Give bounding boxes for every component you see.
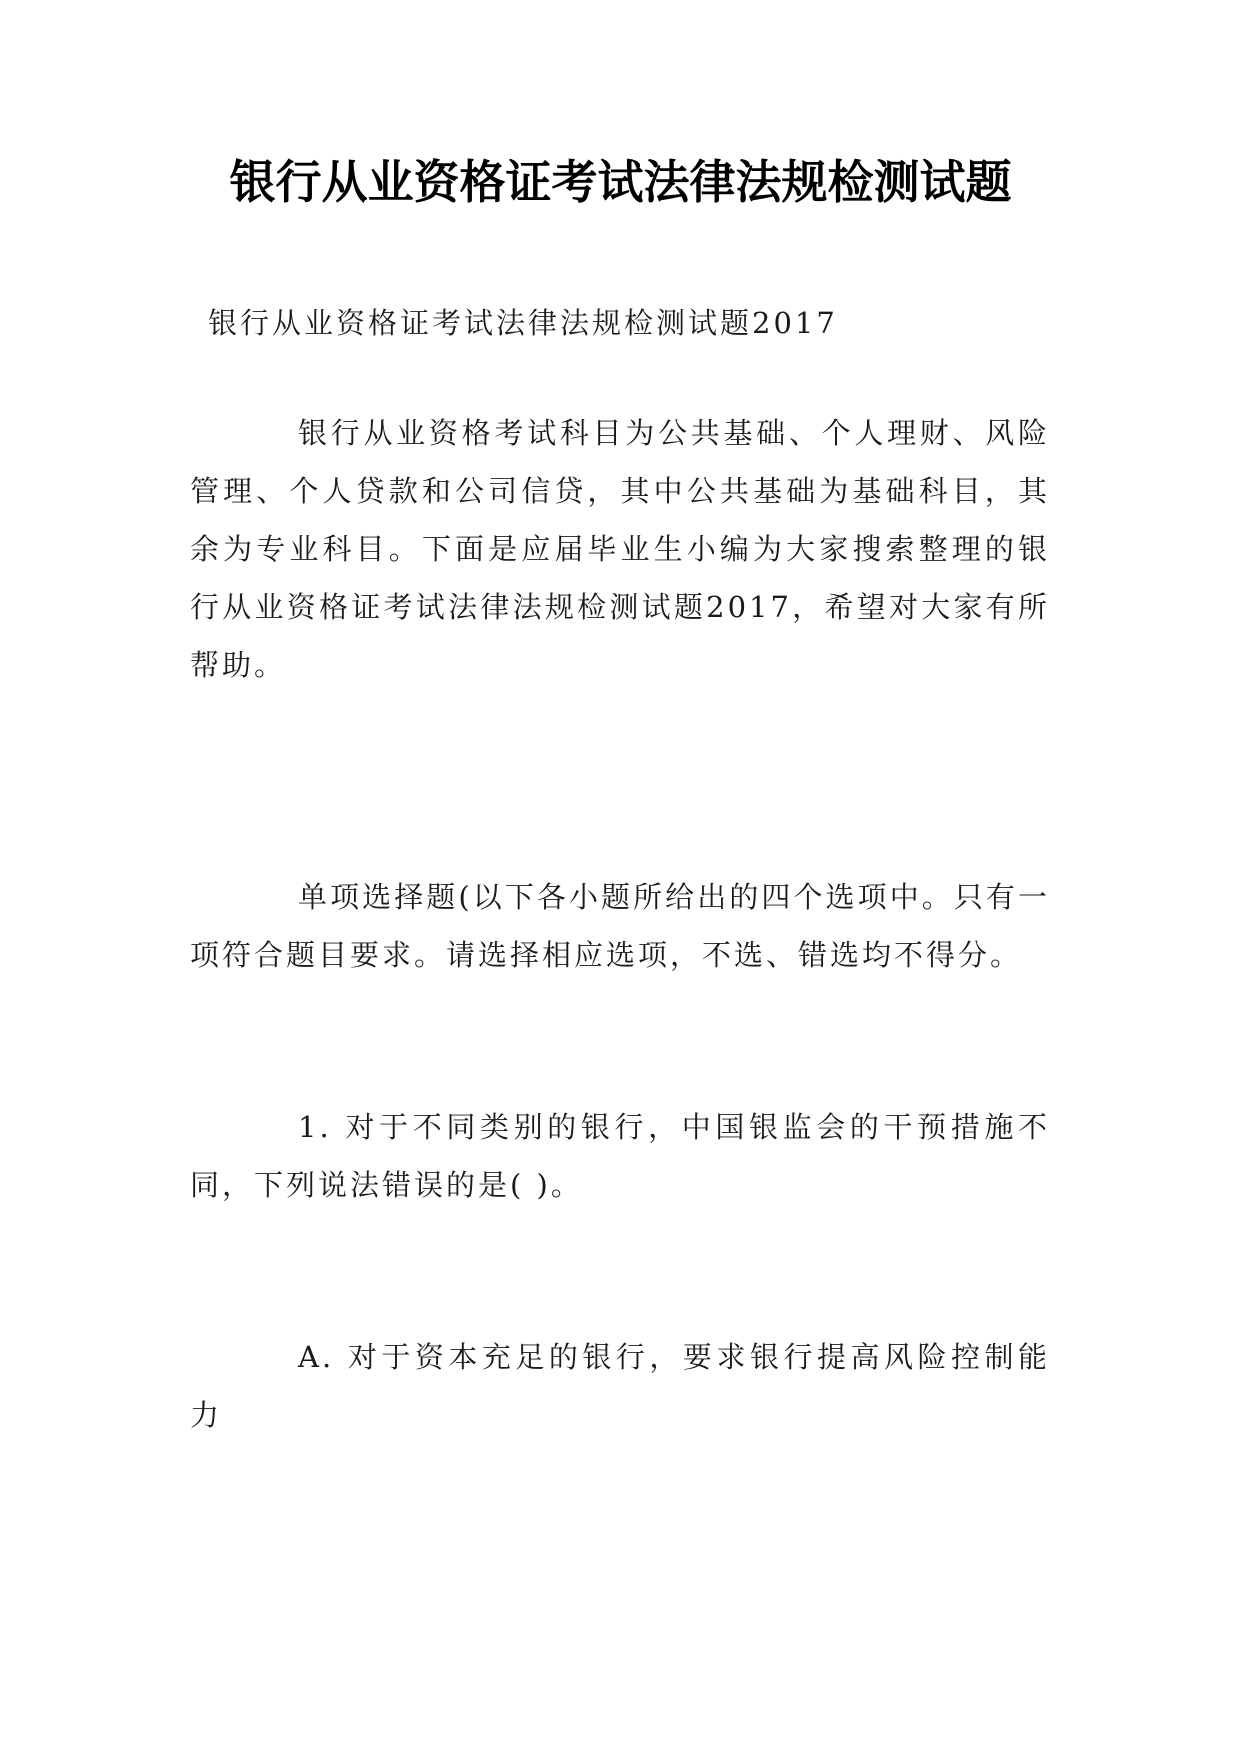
document-subtitle: 银行从业资格证考试法律法规检测试题2017 [208, 306, 838, 340]
question-1: 1. 对于不同类别的银行，中国银监会的干预措施不同，下列说法错误的是( )。 [190, 1110, 1050, 1202]
document-title: 银行从业资格证考试法律法规检测试题 [229, 155, 1012, 209]
instructions-paragraph: 单项选择题(以下各小题所给出的四个选项中。只有一项符合题目要求。请选择相应选项，不选、错选均不得分。 [190, 880, 1050, 972]
option-a: A. 对于资本充足的银行，要求银行提高风险控制能力 [190, 1340, 1050, 1432]
intro-paragraph: 银行从业资格考试科目为公共基础、个人理财、风险管理、个人贷款和公司信贷，其中公共基础为基础科目，其余为专业科目。下面是应届毕业生小编为大家搜索整理的银行从业资格证考试法律法规检测试题2017，希望对大家有所帮助。 [190, 416, 1050, 682]
